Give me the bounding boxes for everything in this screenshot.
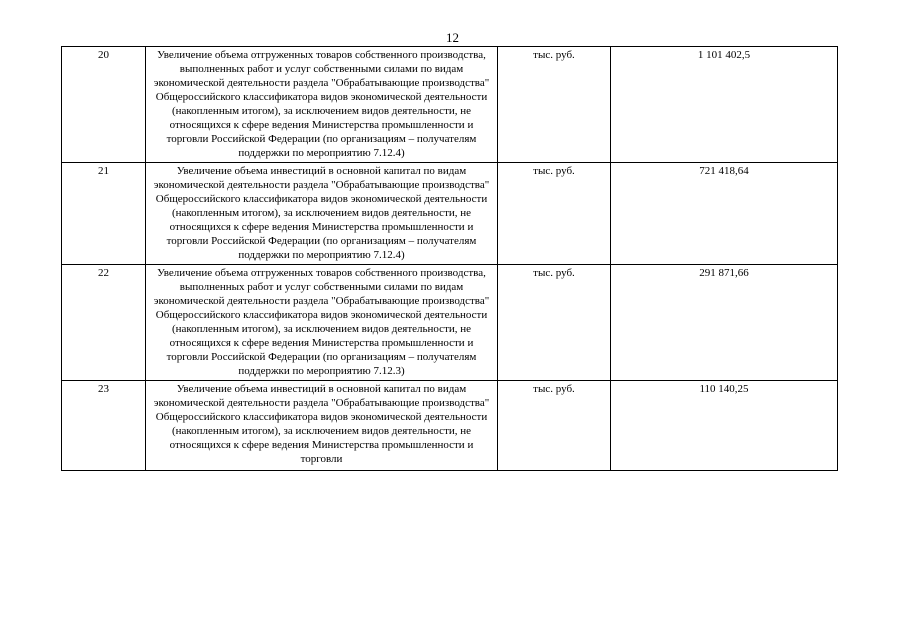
unit-of-measure: тыс. руб.	[498, 265, 611, 381]
unit-of-measure: тыс. руб.	[498, 47, 611, 163]
row-number: 22	[62, 265, 146, 381]
table-row	[62, 381, 838, 471]
row-number: 23	[62, 381, 146, 471]
indicator-description: Увеличение объема инвестиций в основной капитал по видам экономической деятельности раздела "Обрабатывающие производства" Общероссийского классификатора видов экономической деятельности (накопленным итогом), за исключением видов деятельности, не относящихся к сфере ведения Министерства промышленности и торговли	[146, 381, 498, 471]
indicator-value: 721 418,64	[611, 163, 838, 265]
indicator-description: Увеличение объема отгруженных товаров собственного производства, выполненных работ и услуг собственными силами по видам экономической деятельности раздела "Обрабатывающие производства" Общероссийского классификатора видов экономической деятельности (накопленным итогом), за исключением видов деятельности, не относящихся к сфере ведения Министерства промышленности и торговли Российской Федерации (по организациям – получателям поддержки по мероприятию 7.12.4)	[146, 47, 498, 163]
indicator-description: Увеличение объема инвестиций в основной капитал по видам экономической деятельности раздела "Обрабатывающие производства" Общероссийского классификатора видов экономической деятельности (накопленным итогом), за исключением видов деятельности, не относящихся к сфере ведения Министерства промышленности и торговли Российской Федерации (по организациям – получателям поддержки по мероприятию 7.12.4)	[146, 163, 498, 265]
table-row	[62, 163, 838, 265]
indicator-description: Увеличение объема отгруженных товаров собственного производства, выполненных работ и услуг собственными силами по видам экономической деятельности раздела "Обрабатывающие производства" Общероссийского классификатора видов экономической деятельности (накопленным итогом), за исключением видов деятельности, не относящихся к сфере ведения Министерства промышленности и торговли Российской Федерации (по организациям – получателям поддержки по мероприятию 7.12.3)	[146, 265, 498, 381]
unit-of-measure: тыс. руб.	[498, 163, 611, 265]
indicator-value: 291 871,66	[611, 265, 838, 381]
row-number: 20	[62, 47, 146, 163]
table-row	[62, 47, 838, 163]
page-number: 12	[446, 30, 459, 45]
indicator-value: 1 101 402,5	[611, 47, 838, 163]
indicator-value: 110 140,25	[611, 381, 838, 471]
table-row	[62, 265, 838, 381]
indicators-table	[61, 46, 838, 471]
unit-of-measure: тыс. руб.	[498, 381, 611, 471]
row-number: 21	[62, 163, 146, 265]
